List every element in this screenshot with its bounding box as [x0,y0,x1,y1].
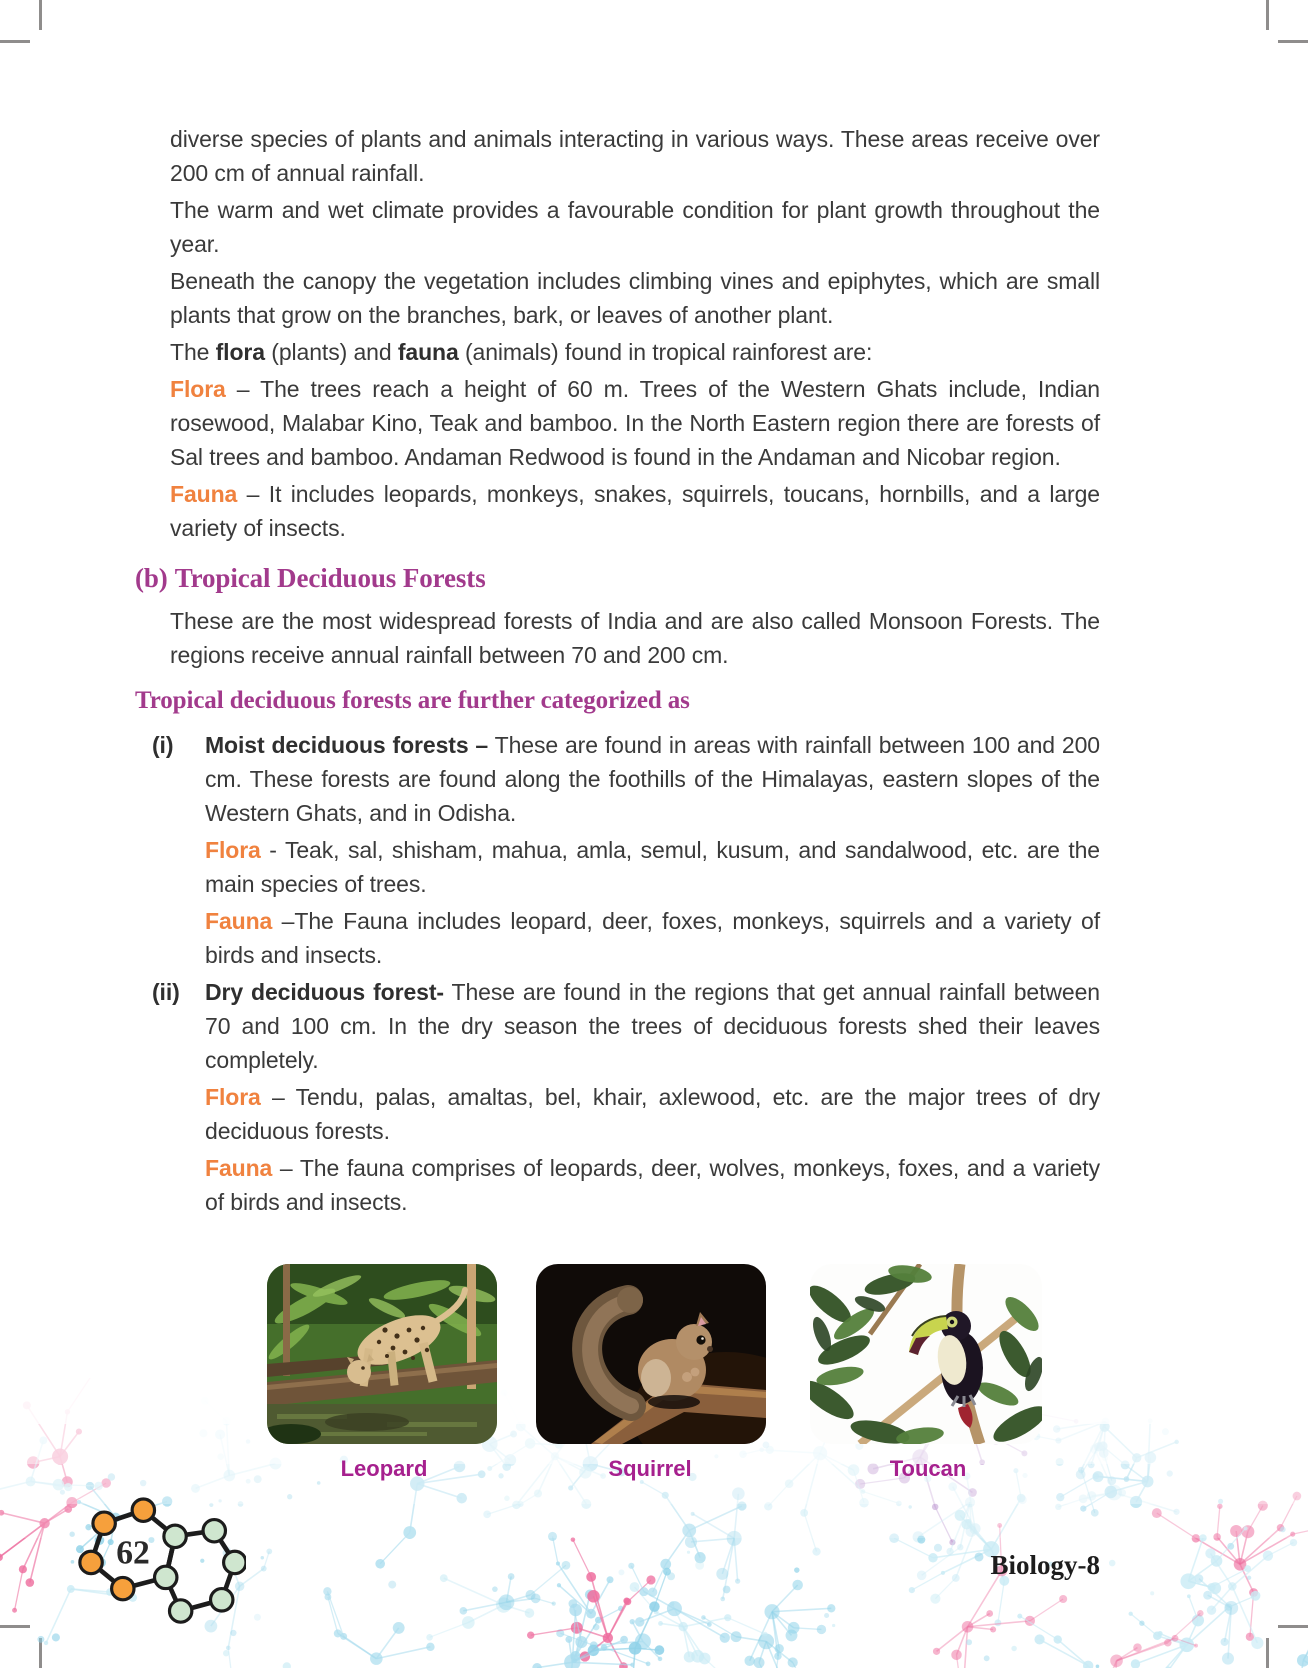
leopard-photo [267,1264,497,1444]
section-b-heading [135,560,1100,596]
list-item-dry [152,975,1100,1077]
paragraph-moist-flora: Flora - Teak, sal, shisham, mahua, amla, semul, kusum, and sandalwood, etc. are the main species of trees. [205,837,1100,897]
paragraph-dry-flora: Flora – Tendu, palas, amaltas, bel, khair, axlewood, etc. are the major trees of dry deciduous forests. [205,1084,1100,1144]
list-item-number: (i) [152,732,174,758]
hex-node-green [155,1566,177,1588]
squirrel-photo [536,1264,766,1444]
paragraph-canopy: Beneath the canopy the vegetation includes climbing vines and epiphytes, which are small plants that grow on the branches, bark, or leaves of another plant. [170,268,1100,328]
figure-caption-toucan: Toucan [889,1456,967,1481]
paragraph-moist-fauna: Fauna –The Fauna includes leopard, deer, foxes, monkeys, squirrels and a variety of birds and insects. [205,908,1100,968]
crop-mark-top-left-h [0,40,30,43]
hex-node-orange [93,1512,115,1534]
crop-mark-top-right-h [1278,40,1308,43]
toucan-illustration [810,1264,1042,1444]
categorized-subheading: Tropical deciduous forests are further categorized as [135,687,690,714]
flora-label: Flora [205,1084,261,1110]
fauna-label: Fauna [205,908,273,934]
list-item-moist [152,728,1100,830]
hex-node-orange [112,1577,134,1599]
fauna-label: Fauna [170,481,238,507]
crop-mark-top-left-v [39,0,42,30]
list-item-text: Dry deciduous forest- These are found in the regions that get annual rainfall between 70 and 100 cm. In the dry season the trees of deciduous forests shed their leaves completely. [205,979,1100,1073]
page-number: 62 [116,1534,150,1572]
squirrel-illustration [536,1264,766,1444]
paragraph-dry-fauna: Fauna – The fauna comprises of leopards, deer, wolves, monkeys, foxes, and a variety of birds and insects. [205,1155,1100,1215]
main-text-column [135,122,1100,1222]
section-b-number: (b) [135,563,168,593]
book-title: Biology-8 [990,1550,1100,1580]
crop-mark-top-right-v [1266,0,1269,30]
flora-label: Flora [170,376,226,402]
list-item-text: Moist deciduous forests – These are found in areas with rainfall between 100 and 200 cm. These forests are found along the foothills of the Himalayas, eastern slopes of the Western Ghats, and in Odisha. [205,732,1100,826]
hex-node-green [203,1520,225,1542]
paragraph-monsoon-forests: These are the most widespread forests of India and are also called Monsoon Forests. The regions receive annual rainfall between 70 and 200 cm. [170,608,1100,668]
page-number-badge [78,1492,246,1646]
flora-label: Flora [205,837,261,863]
figure-caption-squirrel: Squirrel [608,1456,692,1481]
paragraph-climate: The warm and wet climate provides a favourable condition for plant growth throughout the year. [170,197,1100,257]
section-b-title: Tropical Deciduous Forests [174,563,486,593]
hex-node-green [211,1589,233,1611]
hex-node-orange [132,1499,154,1521]
paragraph-rainforest-flora: Flora – The trees reach a height of 60 m. Trees of the Western Ghats include, Indian rosewood, Malabar Kino, Teak and bamboo. In the North Eastern region there are forests of Sal trees and bamboo. Andaman Redwood is found in the Andaman and Nicobar region. [170,376,1100,470]
figure-caption-leopard: Leopard [340,1456,428,1481]
hex-node-orange [80,1551,102,1573]
toucan-photo [810,1264,1042,1444]
list-item-number: (ii) [152,979,180,1005]
hex-node-green [169,1600,191,1622]
paragraph-rainfall: diverse species of plants and animals interacting in various ways. These areas receive over 200 cm of annual rainfall. [170,126,1100,186]
hex-node-green [164,1525,186,1547]
hex-node-green [224,1551,246,1573]
paragraph-flora-fauna-intro: The flora (plants) and fauna (animals) found in tropical rainforest are: [170,339,873,365]
fauna-label: Fauna [205,1155,273,1181]
leopard-illustration [267,1264,497,1444]
paragraph-rainforest-fauna: Fauna – It includes leopards, monkeys, snakes, squirrels, toucans, hornbills, and a large variety of insects. [170,481,1100,541]
